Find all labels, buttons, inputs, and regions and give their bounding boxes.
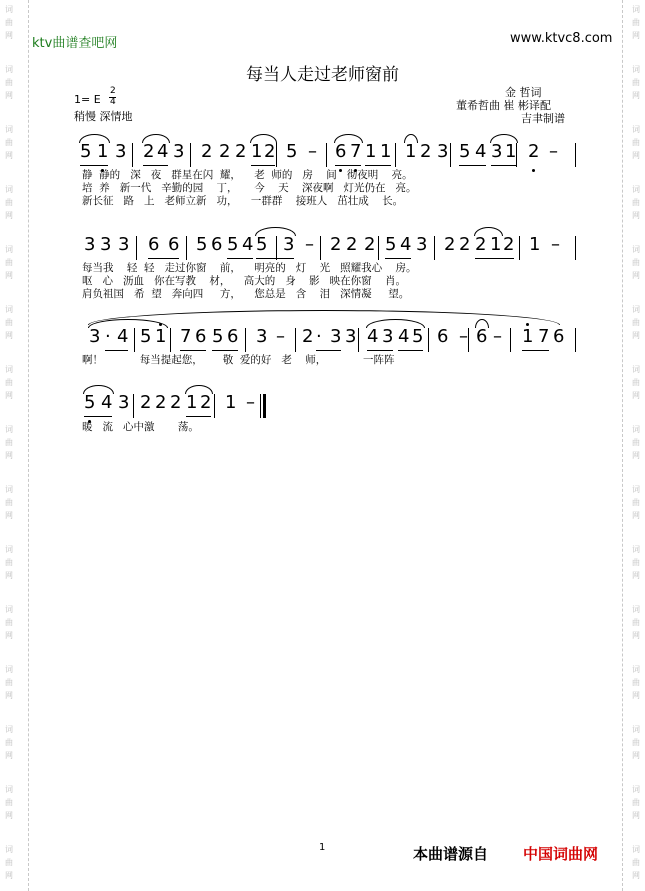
watermark-glyph: 网 [632,571,640,580]
lyricist-credit: 金 哲词 [505,86,542,99]
note: 3 [100,234,112,255]
eighth-underline [227,258,253,259]
watermark-glyph: 网 [632,31,640,40]
watermark-glyph: 网 [5,91,13,100]
watermark-glyph: 曲 [5,198,13,207]
time-signature-denominator: 4 [110,97,116,107]
note: 3 [382,326,394,347]
note: 3 [118,392,130,413]
note: 6 [195,326,207,347]
watermark-glyph: 词 [5,125,13,134]
time-signature-numerator: 2 [110,86,116,96]
note: 3 [118,234,130,255]
watermark-glyph: 曲 [5,678,13,687]
watermark-glyph: 曲 [632,438,640,447]
watermark-glyph: 词 [632,365,640,374]
dash-note: – [459,326,468,347]
watermark-glyph: 网 [632,751,640,760]
watermark-glyph: 曲 [5,378,13,387]
watermark-glyph: 网 [5,571,13,580]
slur [490,134,518,143]
watermark-glyph: 曲 [5,798,13,807]
note: 2 [444,234,456,255]
tempo-marking: 稍慢 深情地 [74,110,133,123]
watermark-glyph: 曲 [632,798,640,807]
watermark-glyph: 网 [632,331,640,340]
watermark-glyph: 曲 [5,438,13,447]
score-row [0,234,645,264]
note: 5 [385,234,397,255]
watermark-glyph: 网 [632,631,640,640]
watermark-glyph: 词 [5,185,13,194]
watermark-glyph: 词 [5,845,13,854]
watermark-glyph: 曲 [5,738,13,747]
watermark-glyph: 曲 [5,858,13,867]
note: 3 [416,234,428,255]
eighth-underline [367,350,393,351]
note: · [105,326,111,347]
note: 4 [398,326,410,347]
barline [450,143,451,167]
note: 5 [84,392,96,413]
watermark-glyph: 词 [5,365,13,374]
engraver-credit: 吉聿制谱 [521,112,565,125]
dash-note: – [305,234,314,255]
watermark-glyph: 词 [5,605,13,614]
barline [276,143,277,167]
note: 3 [173,141,185,162]
watermark-glyph: 网 [5,511,13,520]
lyric-line: 啊！ 每当提起您， 敬 爱的好 老 师， 一阵阵 [82,354,395,366]
barline [134,328,135,352]
barline [428,328,429,352]
note: 1 [225,392,237,413]
note: 4 [101,392,113,413]
eighth-underline [491,165,516,166]
barline [326,143,327,167]
watermark-glyph: 网 [5,871,13,880]
watermark-glyph: 词 [632,5,640,14]
watermark-glyph: 词 [5,5,13,14]
note: 5 [459,141,471,162]
lyric-line: 呕 心 沥血 你在写教 材， 高大的 身 影 映在你窗 肖。 [82,275,406,287]
watermark-glyph: 词 [5,65,13,74]
note: 5 [286,141,298,162]
watermark-glyph: 词 [632,125,640,134]
watermark-glyph: 词 [632,245,640,254]
eighth-underline [186,416,211,417]
eighth-underline [251,165,275,166]
dash-note: – [276,326,285,347]
watermark-glyph: 网 [5,331,13,340]
note: 3 [437,141,449,162]
note: 3 [89,326,101,347]
watermark-glyph: 网 [5,271,13,280]
note: 2 [503,234,515,255]
slur [142,134,170,143]
note: 1 [365,141,377,162]
note: 7 [350,141,362,162]
watermark-glyph: 网 [5,631,13,640]
watermark-glyph: 词 [632,725,640,734]
site-name[interactable]: ktv曲谱查吧网 [32,36,118,51]
note: 4 [400,234,412,255]
note: 2 [302,326,314,347]
barline [133,394,134,418]
barline [516,143,517,167]
eighth-underline [212,350,238,351]
note: 6 [148,234,160,255]
footer-source-label: 本曲谱源自 [413,845,489,863]
watermark-glyph: 网 [5,31,13,40]
note: 4 [367,326,379,347]
note: 3 [84,234,96,255]
eighth-underline [335,165,361,166]
note: 6 [476,326,488,347]
eighth-underline [459,165,486,166]
note: 5 [412,326,424,347]
score-row [0,326,645,356]
watermark-glyph: 曲 [632,258,640,267]
note: 2 [140,392,152,413]
lyric-line: 静 静的 深 夜 群星在闪 耀， 老 师的 房 间 彻夜明 亮。 [82,169,413,181]
watermark-glyph: 曲 [632,198,640,207]
note: 1 [251,141,263,162]
note: 4 [475,141,487,162]
watermark-glyph: 网 [632,871,640,880]
watermark-glyph: 网 [632,91,640,100]
watermark-glyph: 网 [632,691,640,700]
note: 1 [155,326,167,347]
note: 1 [380,141,392,162]
slur [83,385,114,394]
watermark-glyph: 曲 [632,858,640,867]
note: 1 [186,392,198,413]
barline [245,328,246,352]
barline [395,143,396,167]
footer-site-link[interactable]: 中国词曲网 [523,845,599,863]
note: 7 [180,326,192,347]
eighth-underline [256,258,294,259]
note: 2 [475,234,487,255]
eighth-underline [490,258,514,259]
watermark-glyph: 词 [5,245,13,254]
note: 2 [346,234,358,255]
slur [250,134,277,143]
watermark-glyph: 词 [5,725,13,734]
eighth-underline [105,350,128,351]
watermark-glyph: 词 [632,845,640,854]
right-page-edge [622,0,624,891]
watermark-glyph: 网 [632,391,640,400]
note: 6 [335,141,347,162]
watermark-glyph: 曲 [632,138,640,147]
watermark-glyph: 词 [5,785,13,794]
watermark-glyph: 曲 [5,138,13,147]
score-row [0,141,645,171]
watermark-glyph: 词 [632,545,640,554]
note: 3 [491,141,503,162]
note: 3 [345,326,357,347]
slur [79,134,110,143]
watermark-glyph: 词 [5,425,13,434]
eighth-underline [180,350,206,351]
lyric-line: 培 养 新一代 辛勤的园 丁， 今 天 深夜啊 灯光仍在 亮。 [82,182,417,194]
note: 3 [256,326,268,347]
barline [510,328,511,352]
final-barline-thin [260,394,261,418]
barline [575,236,576,260]
barline [378,236,379,260]
slur [334,134,363,143]
watermark-glyph: 曲 [5,18,13,27]
eighth-underline [385,258,411,259]
dash-note: – [549,141,558,162]
lyric-line: 每当我 轻 轻 走过你窗 前， 明亮的 灯 光 照耀我心 房。 [82,262,417,274]
watermark-glyph: 曲 [5,318,13,327]
note: 1 [522,326,534,347]
note: 2 [200,392,212,413]
eighth-underline [365,165,391,166]
barline [295,328,296,352]
final-barline-thick [263,394,266,418]
time-signature-line [109,97,116,98]
note: 5 [140,326,152,347]
note: 2 [364,234,376,255]
note: 2 [219,141,231,162]
watermark-glyph: 曲 [632,318,640,327]
note: 5 [80,141,92,162]
lyric-line: 暖 流 心中激 荡。 [82,421,199,433]
watermark-glyph: 网 [5,751,13,760]
slur [255,227,296,236]
watermark-glyph: 词 [632,305,640,314]
watermark-glyph: 网 [5,691,13,700]
watermark-glyph: 曲 [632,738,640,747]
note: 2 [330,234,342,255]
slur [474,227,503,236]
note: 4 [157,141,169,162]
note: 1 [529,234,541,255]
note: 3 [115,141,127,162]
barline [575,143,576,167]
watermark-glyph: 词 [632,185,640,194]
note: 5 [196,234,208,255]
barline [136,236,137,260]
eighth-underline [80,165,108,166]
barline [358,328,359,352]
slur [404,134,418,143]
watermark-glyph: 词 [5,545,13,554]
watermark-glyph: 曲 [632,18,640,27]
watermark-glyph: 网 [5,391,13,400]
note: 1 [405,141,417,162]
note: · [316,326,322,347]
song-title: 每当人走过老师窗前 [246,65,399,85]
note: 2 [459,234,471,255]
barline [190,143,191,167]
site-url[interactable]: www.ktvc8.com [510,31,613,46]
key-signature: 1= E [74,93,101,106]
composer-credit: 董希哲曲 崔 彬译配 [456,99,551,112]
barline [468,328,469,352]
note: 4 [117,326,129,347]
watermark-glyph: 词 [632,485,640,494]
eighth-underline [316,350,341,351]
note: 6 [211,234,223,255]
barline [434,236,435,260]
note: 6 [168,234,180,255]
watermark-glyph: 词 [5,305,13,314]
barline [214,394,215,418]
watermark-glyph: 词 [5,665,13,674]
eighth-underline [84,416,112,417]
note: 7 [538,326,550,347]
watermark-glyph: 曲 [632,558,640,567]
note: 2 [420,141,432,162]
note: 3 [330,326,342,347]
note: 2 [143,141,155,162]
note: 2 [201,141,213,162]
note: 6 [227,326,239,347]
watermark-glyph: 曲 [632,78,640,87]
barline [519,236,520,260]
barline [170,328,171,352]
watermark-glyph: 曲 [5,258,13,267]
note: 5 [256,234,268,255]
watermark-glyph: 曲 [632,678,640,687]
note: 6 [553,326,565,347]
eighth-underline [398,350,423,351]
watermark-glyph: 词 [632,605,640,614]
dash-note: – [308,141,317,162]
watermark-glyph: 词 [5,485,13,494]
eighth-underline [148,258,179,259]
barline [320,236,321,260]
note: 2 [235,141,247,162]
note: 3 [283,234,295,255]
phrase-slur [88,310,560,325]
watermark-glyph: 网 [5,151,13,160]
watermark-glyph: 网 [632,511,640,520]
watermark-glyph: 网 [632,811,640,820]
note: 4 [242,234,254,255]
note: 1 [97,141,109,162]
lyric-line: 新长征 路 上 老师立新 功， 一群群 接班人 茁壮成 长。 [82,195,404,207]
watermark-glyph: 网 [5,451,13,460]
note: 2 [170,392,182,413]
watermark-glyph: 曲 [5,498,13,507]
watermark-glyph: 曲 [632,378,640,387]
lyric-line: 肩负祖国 希 望 奔向四 方， 您总是 含 泪 深情凝 望。 [82,288,410,300]
barline [132,143,133,167]
watermark-glyph: 曲 [5,558,13,567]
note: 5 [227,234,239,255]
barline [186,236,187,260]
low-octave-dot [532,169,535,172]
watermark-glyph: 词 [632,65,640,74]
watermark-glyph: 曲 [5,618,13,627]
watermark-glyph: 词 [632,665,640,674]
watermark-glyph: 曲 [5,78,13,87]
dash-note: – [246,392,255,413]
watermark-glyph: 网 [632,271,640,280]
page-number: 1 [319,842,326,853]
slur [185,385,213,394]
watermark-glyph: 曲 [632,498,640,507]
note: 6 [437,326,449,347]
watermark-glyph: 网 [5,811,13,820]
watermark-glyph: 曲 [632,618,640,627]
note: 5 [212,326,224,347]
note: 1 [490,234,502,255]
barline [276,236,277,260]
score-row [0,392,645,422]
eighth-underline [522,350,549,351]
watermark-glyph: 词 [632,785,640,794]
barline [575,328,576,352]
note: 2 [155,392,167,413]
left-page-edge [28,0,30,891]
note: 2 [264,141,276,162]
watermark-glyph: 词 [632,425,640,434]
watermark-glyph: 网 [632,151,640,160]
note: 2 [528,141,540,162]
eighth-underline [143,165,168,166]
watermark-glyph: 网 [632,211,640,220]
dash-note: – [551,234,560,255]
dash-note: – [493,326,502,347]
note: 1 [505,141,517,162]
watermark-glyph: 网 [632,451,640,460]
watermark-glyph: 网 [5,211,13,220]
